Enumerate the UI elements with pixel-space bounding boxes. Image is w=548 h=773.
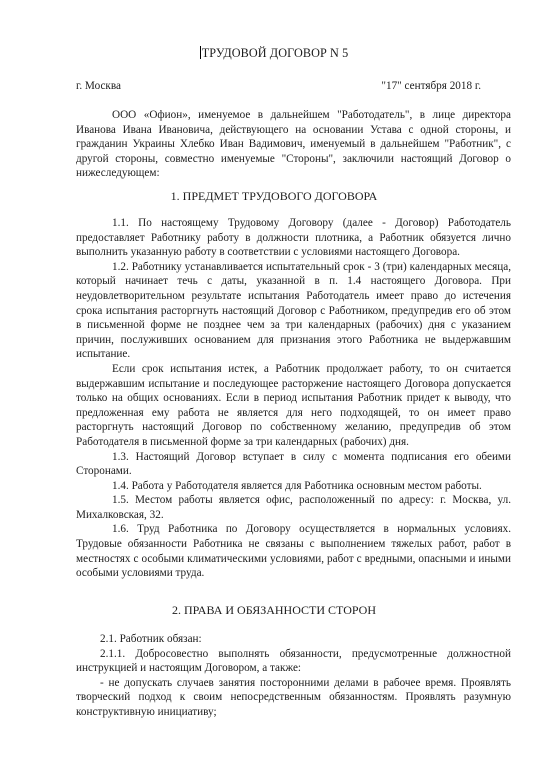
section-1-heading: 1. ПРЕДМЕТ ТРУДОВОГО ДОГОВОРА bbox=[170, 189, 378, 203]
clause-2-1-1-item: - не допускать случаев занятия посторонними делами в рабочее время. Проявлять творческий подход к своим непосредственным обязанностям. Проявлять разумную конструктивную инициативу; bbox=[76, 676, 511, 718]
clause-1-5: 1.5. Местом работы является офис, расположенный по адресу: г. Москва, ул. Михалковская, 32. bbox=[76, 494, 511, 521]
preamble bbox=[76, 108, 511, 181]
section-2-body bbox=[76, 632, 511, 720]
section-1-body bbox=[76, 216, 511, 581]
clause-1-3: 1.3. Настоящий Договор вступает в силу с момента подписания его обеими Сторонами. bbox=[76, 450, 511, 478]
clause-1-6: 1.6. Труд Работника по Договору осуществляется в нормальных условиях. Трудовые обязанности Работника не связаны с выполнением тяжелых работ, работ в местностях с особыми климатическими условиями, работ с вредными, опасными и иными особыми условиями труда. bbox=[76, 523, 511, 580]
clause-1-2: 1.2. Работнику устанавливается испытательный срок - 3 (три) календарных месяца, который начинает течь с даты, указанной в п. 1.4 настоящего Договора. При неудовлетворительном результате испытания Работодатель имеет право до истечения срока испытания расторгнуть настоящий Договор с Работником, предупредив его об этом в письменной форме не позднее чем за три календарных (рабочих) дня с указанием причин, послуживших основанием для признания этого Работника не выдержавшим испытание. bbox=[76, 260, 511, 361]
contract-place: г. Москва bbox=[76, 80, 121, 92]
contract-date: "17" сентября 2018 г. bbox=[381, 80, 481, 92]
text-cursor bbox=[200, 46, 201, 59]
clause-1-4: 1.4. Работа у Работодателя является для Работника основным местом работы. bbox=[112, 479, 482, 492]
clause-2-1: 2.1. Работник обязан: bbox=[100, 633, 202, 645]
clause-1-2-continued: Если срок испытания истек, а Работник продолжает работу, то он считается выдержавшим испытание и последующее расторжение настоящего Договора допускается только на общих основаниях. Если в период испытания Работник придет к выводу, что предложенная ему работа не является для него подходящей, то он имеет право расторгнуть настоящий Договор по собственному желанию, предупредив об этом Работодателя в письменной форме за три календарных (рабочих) дня. bbox=[76, 362, 511, 448]
clause-2-1-1: 2.1.1. Добросовестно выполнять обязанности, предусмотренные должностной инструкцией и настоящим Договором, а также: bbox=[76, 647, 511, 675]
document-title: ТРУДОВОЙ ДОГОВОР N 5 bbox=[201, 46, 349, 60]
clause-1-1: 1.1. По настоящему Трудовому Договору (далее - Договор) Работодатель предоставляет Работнику работу в должности плотника, а Работник обязуется лично выполнить указанную работу в соответствии с условиями настоящего Договора. bbox=[76, 217, 511, 259]
preamble-text: ООО «Офион», именуемое в дальнейшем "Работодатель", в лице директора Иванова Ивана Ивановича, действующего на основании Устава с одной стороны, и гражданин Украины Хлебко Иван Вадимович, именуемый в дальнейшем "Работник", с другой стороны, совместно именуемые "Стороны", заключили настоящий Договор о нижеследующем: bbox=[76, 109, 511, 180]
section-2-heading: 2. ПРАВА И ОБЯЗАННОСТИ СТОРОН bbox=[171, 603, 377, 617]
